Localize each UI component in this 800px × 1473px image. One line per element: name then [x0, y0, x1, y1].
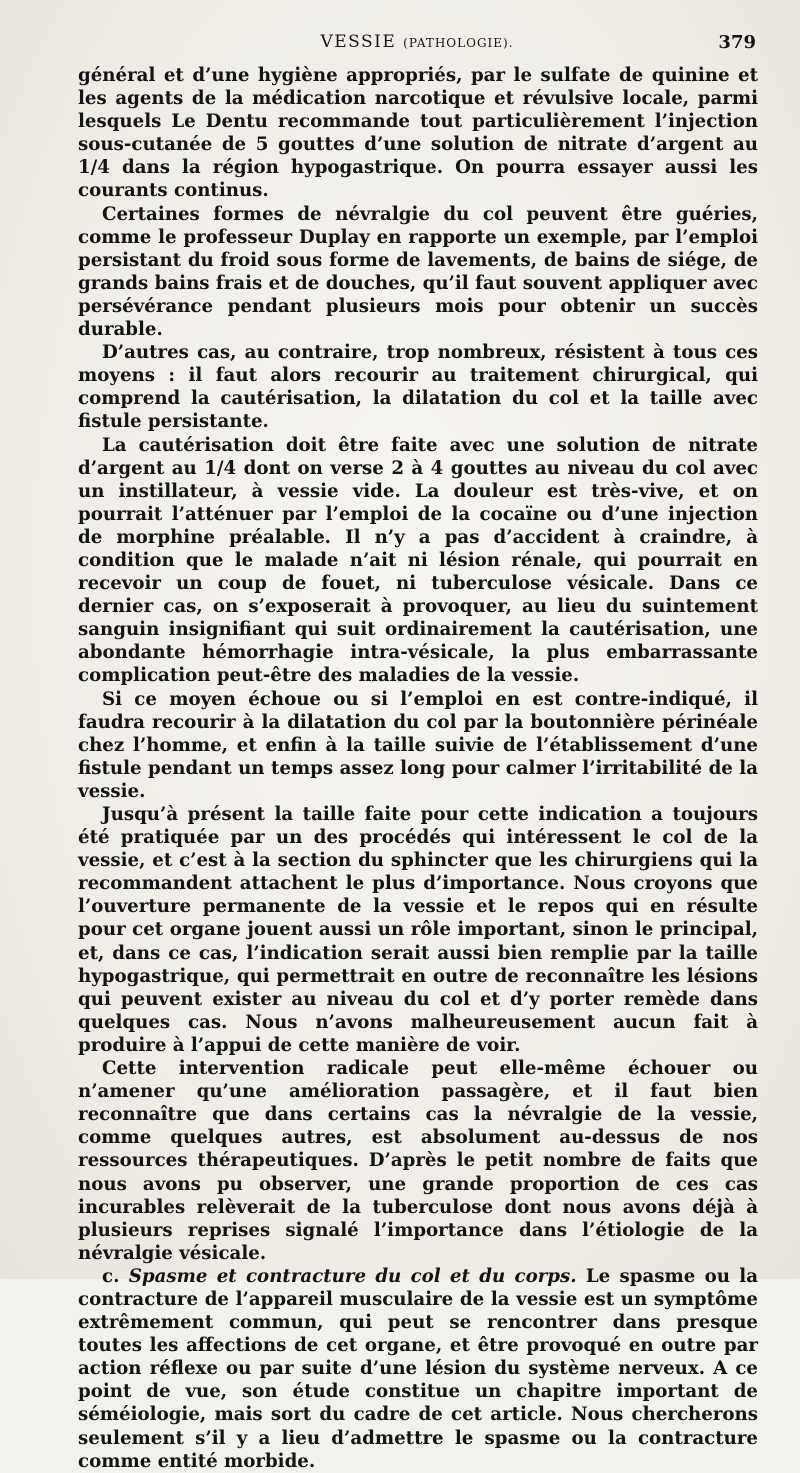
paragraph: Jusqu’à présent la taille faite pour cette indication a toujours été pratiquée par un des procédés qui intéressent le col de la vessie, et c’est à la section du sphincter que les chirurgiens qui la recommandent attachent le plus d’importance. Nous croyons que l’ouverture permanente de la vessie et le repos qui en résulte pour cet organe jouent aussi un rôle important, sinon le principal, et, dans ce cas, l’indication serait aussi bien remplie par la taille hypogastrique, qui permettrait en outre de reconnaître les lésions qui peuvent exister au niveau du col et d’y porter remède dans quelques cas. Nous n’avons malheureusement aucun fait à produire à l’appui de cette manière de voir.	[78, 804, 758, 1056]
paragraph: La cautérisation doit être faite avec une solution de nitrate d’argent au 1/4 dont on verse 2 à 4 gouttes au niveau du col avec un instillateur, à vessie vide. La douleur est très-vive, et on pourrait l’atténuer par l’emploi de la cocaïne ou d’une injection de morphine préalable. Il n’y a pas d’accident à craindre, à condition que le malade n’ait ni lésion rénale, qui pourrait en recevoir un coup de fouet, ni tuberculose vésicale. Dans ce dernier cas, on s’exposerait à provoquer, au lieu du suintement sanguin insignifiant qui suit ordinairement la cautérisation, une abondante hémorrhagie intra-vésicale, la plus embarrassante complication peut-être des maladies de la vessie.	[78, 434, 758, 687]
paragraph: D’autres cas, au contraire, trop nombreux, résistent à tous ces moyens : il faut alors recourir au traitement chirurgical, qui comprend la cautérisation, la dilatation du col et la taille avec fistule persistante.	[78, 342, 758, 433]
section-heading: Spasme et contracture du col et du corps.	[128, 1265, 577, 1287]
section-label: c.	[102, 1265, 120, 1287]
section-c-paragraph	[78, 1265, 758, 1473]
paragraph: Cette intervention radicale peut elle-même échouer ou n’amener qu’une amélioration passagère, et il faut bien reconnaître que dans certains cas la névralgie de la vessie, comme quelques autres, est absolument au-dessus de nos ressources thérapeutiques. D’après le petit nombre de faits que nous avons pu observer, une grande proportion de ces cas incurables relèverait de la tuberculose dont nous avons déjà à plusieurs reprises signalé l’importance dans l’étiologie de la névralgie vésicale.	[78, 1058, 758, 1264]
page-body	[78, 64, 758, 1473]
paragraph: Si ce moyen échoue ou si l’emploi en est contre-indiqué, il faudra recourir à la dilatation du col par la boutonnière périnéale chez l’homme, et enfin à la taille suivie de l’établissement d’une fistule pendant un temps assez long pour calmer l’irritabilité de la vessie.	[78, 688, 758, 802]
running-header	[78, 30, 756, 56]
header-subtitle: (PATHOLOGIE).	[403, 36, 514, 50]
header-title: VESSIE	[320, 32, 397, 52]
page-number: 379	[718, 32, 756, 53]
section-text: Le spasme ou la contracture de l’appareil musculaire de la vessie est un symptôme extrêmement commun, qui peut se rencontrer dans presque toutes les affections de cet organe, et être provoqué en outre par action réflexe ou par suite d’une lésion du système nerveux. A ce point de vue, son étude constitue un chapitre important de séméiologie, mais sort du cadre de cet article. Nous chercherons seulement s’il y a lieu d’admettre le spasme ou la contracture comme entité morbide.	[78, 1265, 758, 1472]
paragraph: général et d’une hygiène appropriés, par le sulfate de quinine et les agents de la médication narcotique et révulsive locale, parmi lesquels Le Dentu recommande tout particulièrement l’injection sous-cutanée de 5 gouttes d’une solution de nitrate d’argent au 1/4 dans la région hypogastrique. On pourra essayer aussi les courants continus.	[78, 65, 758, 202]
paragraph: Certaines formes de névralgie du col peuvent être guéries, comme le professeur Duplay en rapporte un exemple, par l’emploi persistant du froid sous forme de lavements, de bains de siége, de grands bains frais et de douches, qu’il faut souvent appliquer avec persévérance pendant plusieurs mois pour obtenir un succès durable.	[78, 203, 758, 341]
running-title	[78, 32, 756, 52]
